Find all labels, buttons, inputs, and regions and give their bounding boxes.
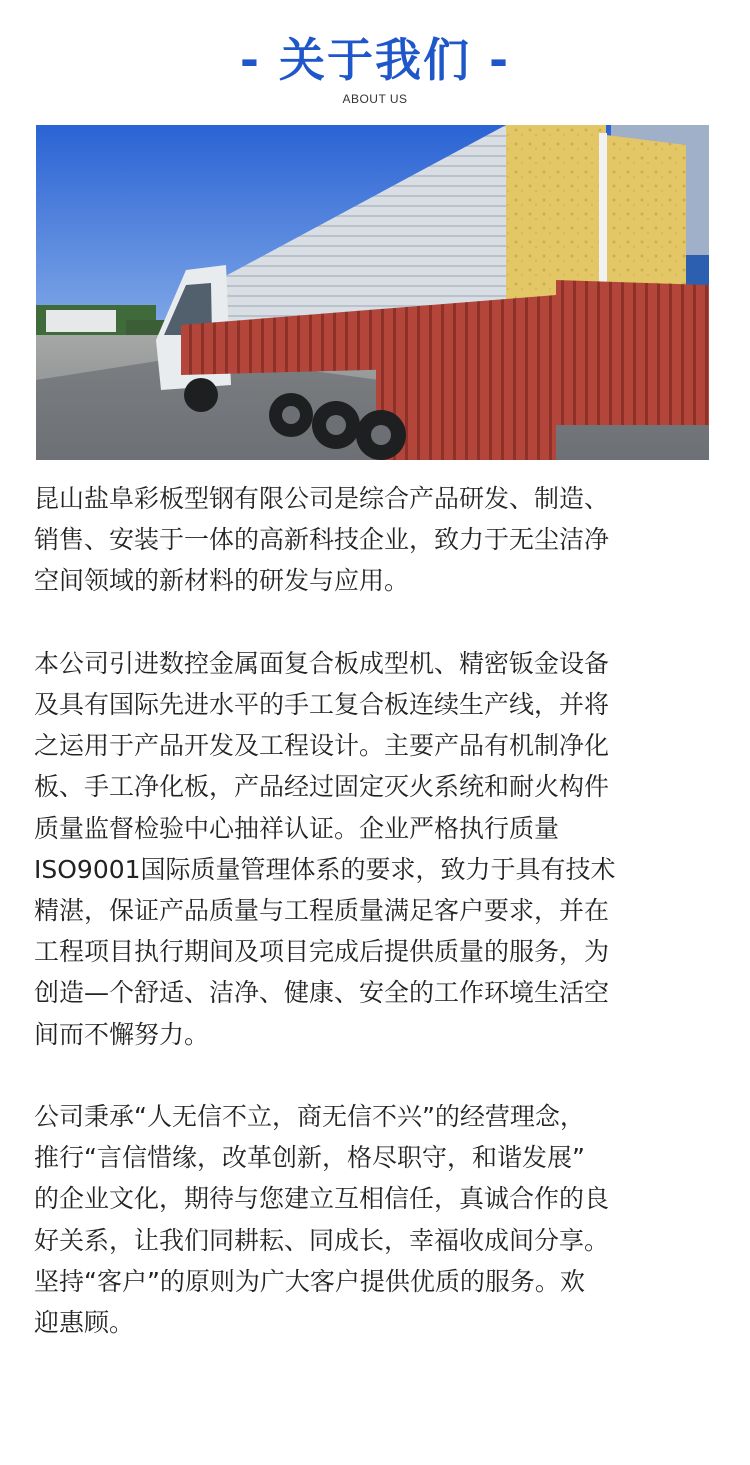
company-photo xyxy=(36,125,709,460)
philosophy-paragraph: 公司秉承“人无信不立，商无信不兴”的经营理念， 推行“言信惜缘，改革创新，格尽职守，和谐发展” 的企业文化，期待与您建立互相信任，真诚合作的良 好关系，让我们同耕耘、同成长，幸福收成间分享。 坚持“客户”的原则为广大客户提供优质的服务。欢 迎惠顾。 xyxy=(34,1102,610,1338)
company-introduction xyxy=(34,478,724,1343)
capabilities-paragraph: 本公司引进数控金属面复合板成型机、精密钣金设备 及具有国际先进水平的手工复合板连续生产线，并将 之运用于产品开发及工程设计。主要产品有机制净化 板、手工净化板，产品经过固定灭火系统和耐火构件 质量监督检验中心抽祥认证。企业严格执行质量 ISO9001国际质量管理体系的要求，致力于具有技术 精湛，保证产品质量与工程质量满足客户要求，并在 工程项目执行期间及项目完成后提供质量的服务，为 创造—个舒适、洁净、健康、安全的工作环境生活空 间而不懈努力。 xyxy=(34,648,616,1049)
section-subtitle: ABOUT US xyxy=(342,92,408,106)
section-title: - 关于我们 - xyxy=(239,33,511,87)
section-header xyxy=(0,30,750,106)
intro-paragraph: 昆山盐阜彩板型钢有限公司是综合产品研发、制造、 销售、安装于一体的高新科技企业，致力于无尘洁净 空间领域的新材料的研发与应用。 xyxy=(34,484,610,596)
